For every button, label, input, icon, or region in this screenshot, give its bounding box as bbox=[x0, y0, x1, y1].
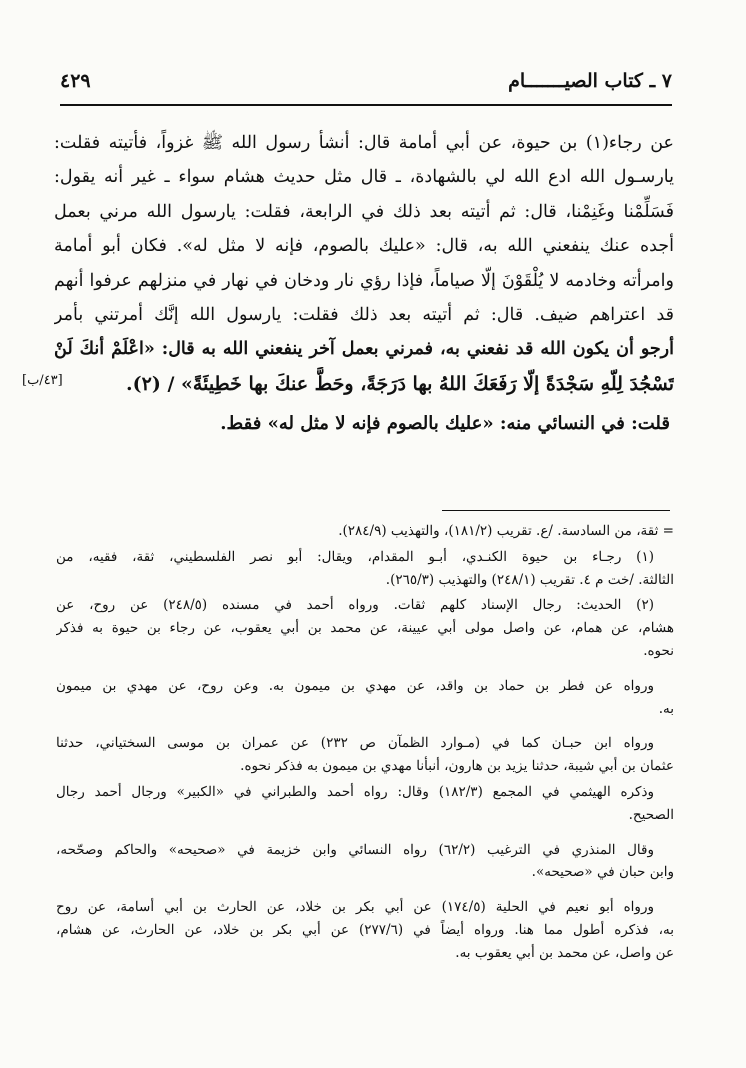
text-line: تَسْجُدَ لِلّهِ سَجْدَةً إلّا رَفَعَكَ اللهُ بها دَرَجَةً، وحَطَّ عنكَ بها خَطِيئَةً» / (٢). bbox=[126, 372, 674, 395]
footnote-line: ورواه عن فطر بن حماد بن واقد، عن مهدي بن ميمون به. وعن روح، عن مهدي بن ميمون bbox=[56, 677, 654, 694]
running-header bbox=[60, 70, 672, 100]
footnote-line: الثالثة. /خت م ٤. تقريب (٢٤٨/١) والتهذيب (٢٦٥/٣). bbox=[385, 571, 674, 588]
footnote-line: وذكره الهيثمي في المجمع (١٨٢/٣) وقال: رواه أحمد والطبراني في «الكبير» ورجال أحمد رجال bbox=[56, 783, 655, 800]
footnote-line: (٢) الحديث: رجال الإسناد كلهم ثقات. ورواه أحمد في مسنده (٢٤٨/٥) عن روح، عن bbox=[56, 597, 654, 614]
text-line: أرجو أن يكون الله قد نفعني به، فمرني بعمل آخر ينفعني الله به قال: «اعْلَمْ أنكَ لَنْ bbox=[54, 339, 674, 360]
footnote-line: عثمان بن أبي شيبة، حدثنا يزيد بن هارون، أنبأنا مهدي بن ميمون به فذكر نحوه. bbox=[240, 758, 674, 775]
footnote-line: ورواه ابن حبـان كما في (مـوارد الظمآن ص ٢٣٢) عن عمران بن موسى السختياني، حدثنا bbox=[56, 735, 654, 752]
footnotes bbox=[56, 520, 674, 968]
manuscript-folio-reference: [٤٣/ب] bbox=[22, 373, 63, 388]
author-note: قلت: في النسائي منه: «عليك بالصوم فإنه لا مثل له» فقط. bbox=[220, 413, 670, 434]
text-line: يارسـول الله ادع الله لي بالشهادة، ـ قال مثل حديث هشام سواء ـ غير أنه يقول: bbox=[54, 167, 674, 188]
footnote-continuation bbox=[56, 520, 674, 543]
footnote-line: به. bbox=[658, 700, 674, 717]
footnote-paragraph bbox=[56, 675, 674, 721]
footnote-line: نحوه. bbox=[643, 642, 674, 659]
footnote-paragraph bbox=[56, 781, 674, 827]
footnote-line: وقال المنذري في الترغيب (٦٢/٢) رواه النسائي وابن خزيمة في «صحيحه» والحاكم وصحّحه، bbox=[56, 841, 654, 858]
footnote-paragraph bbox=[56, 732, 674, 778]
text-line: وامرأته وخادمه لا يُلْقَوْنَ إلّا صياماً، فإذا رؤي نار ودخان في نهار في منزلهم عرفوا أنهم bbox=[54, 270, 674, 291]
footnote-line: به، فذكره أطول مما هنا. ورواه أيضاً في (٢٧٧/٦) عن أبي بكر بن خلاد، عن الحارث، عن هشام، bbox=[56, 921, 674, 938]
hadith-text bbox=[54, 126, 674, 401]
header-divider bbox=[60, 104, 672, 106]
page-number: ٤٢٩ bbox=[60, 70, 91, 92]
chapter-title: ٧ ـ كتاب الصيـــــــام bbox=[508, 70, 672, 92]
footnote-2 bbox=[56, 594, 674, 662]
footnote-line: هشام، عن همام، عن واصل مولى أبي عيينة، عن محمد بن أبي يعقوب، عن رجاء بن حيوة به فذكر bbox=[56, 620, 674, 637]
footnote-line: الصحيح. bbox=[628, 806, 674, 823]
text-line: فَسَلِّمْنا وغَنِمْنا، قال: ثم أتيته بعد ذلك في الرابعة، فقلت: يارسول الله مرني بعمل bbox=[54, 201, 674, 222]
text-line: أجده عنك ينفعني الله به، قال: «عليك بالصوم، فإنه لا مثل له». فكان أبو أمامة bbox=[54, 236, 674, 257]
footnote-line: (١) رجـاء بن حيوة الكنـدي، أبـو المقدام، ويقال: أبو نصر الفلسطيني، ثقة، فقيه، من bbox=[56, 548, 654, 565]
text-line: عن رجاء(١) بن حيوة، عن أبي أمامة قال: أنشأ رسول الله ﷺ غزواً، فأتيته فقلت: bbox=[54, 133, 674, 153]
footnote-paragraph bbox=[56, 839, 674, 885]
footnote-divider bbox=[442, 510, 670, 511]
footnote-1 bbox=[56, 546, 674, 592]
footnote-line: = ثقة، من السادسة. /ع. تقريب (١٨١/٢)، والتهذيب (٢٨٤/٩). bbox=[338, 523, 674, 539]
footnote-line: ورواه أبو نعيم في الحلية (١٧٤/٥) عن أبي بكر بن خلاد، عن الحارث بن أبي أسامة، عن روح bbox=[56, 899, 654, 916]
footnote-line: وابن حبان في «صحيحه». bbox=[531, 864, 674, 881]
footnote-paragraph bbox=[56, 896, 674, 964]
footnote-line: عن واصل، عن محمد بن أبي يعقوب به. bbox=[455, 944, 674, 961]
text-line: قد اعتراهم ضيف. قال: ثم أتيته بعد ذلك فقلت: يارسول الله إنَّك أمرتني بأمر bbox=[54, 304, 674, 325]
